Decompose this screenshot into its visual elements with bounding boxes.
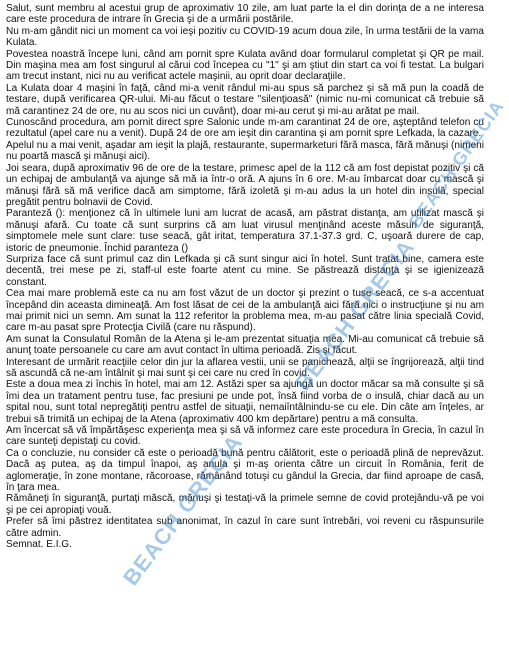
article-body [6,3,484,551]
paragraph: Apelul nu a mai venit, aşadar am ieşit la plajă, restaurante, supermarketuri fără masca, fără mănuşi (nimeni nu poartă mască şi mănuşi aici). [6,139,484,163]
paragraph: La Kulata doar 4 maşini în faţă, când mi-a venit rândul mi-au spus să parchez şi să mă pun la coadă de testare, după verificarea QR-ului. Mi-au făcut o testare "silenţioasă" (nimic nu-mi comunicat că trebuie să mă carantinez 24 de ore, nu au scos nici un cuvânt), doar mi-au cerut şi mi-au arătat pe mail. [6,82,484,117]
paragraph: Ca o concluzie, nu consider că este o perioadă bună pentru călătorit, este o perioadă plină de neprevăzut. Dacă aş putea, aş da timpul înapoi, aş anula şi m-aş orienta către un circuit în România, ferit de aglomeraţie, în zone montane, răcoroase, rămânând totuşi cu gândul la Grecia, dar fiind aproape de casă, în ţara mea. [6,447,484,494]
paragraph: Paranteză (): menţionez că în ultimele luni am lucrat de acasă, am păstrat distanţa, am utilizat mască şi mănuşi afară. Cu toate că sunt surprins că am luat virusul menţinând aceste măsuri de siguranţă, simptomele mele sunt clare: tuse seacă, gât iritat, temperatura 37.1-37.3 grd. C, uşoară durere de cap, istoric de pneumonie. Închid paranteza () [6,208,484,254]
paragraph: Cea mai mare problemă este ca nu am fost văzut de un doctor şi prezint o tuse seacă, ce s-a accentuat începând din aceasta dimineaţă. Am fost lăsat de cei de la ambulanţă aici fără nici o instrucţiune şi nu am mai primit nici un semn. Am sunat la 112 referitor la problema mea, m-au pasat către linia specială Covid, care m-au pasat spre Protecţia Civilă (care nu răspund). [6,288,484,334]
watermark-text: BEACH GRECIA [290,234,420,396]
paragraph: Povestea noastră începe luni, când am pornit spre Kulata având doar formularul completat şi QR pe mail. Din maşina mea am fost singurul al cărui cod începea cu "1" şi am ştiut din start ca voi fi testat. La bulgari am trecut instant, nici nu au verificat actele maşinii, au oprit doar declaraţiile. [6,48,484,83]
watermark-text: BEACH GRECIA [405,96,509,232]
paragraph: Cunoscând procedura, am pornit direct spre Salonic unde m-am carantinat 24 de ore, aşteptând telefon cu rezultatul (apel care nu a venit). După 24 de ore am ieşit din carantina şi am pornit spre Lefkada, la cazare. [6,117,484,140]
paragraph: Interesant de urmărit reacţiile celor din jur la aflarea vestii, unii se panichează, alţii se îngrijorează, alţii tind să ascundă că ne-am întâlnit şi mai sunt şi cei care nu cred în covid. [6,356,484,379]
paragraph: Am încercat să vă împărtăşesc experienţa mea şi să vă informez care este procedura în Grecia, în cazul în care sunteţi depistaţi cu covid. [6,425,484,448]
paragraph: Nu m-am gândit nici un moment ca voi ieşi pozitiv cu COVID-19 acum doua zile, în urma testării de la vama Kulata. [6,25,484,49]
paragraph: Salut, sunt membru al acestui grup de aproximativ 10 zile, am luat parte la el din dorinţa de a ne interesa care este procedura de intrare în Grecia şi de a urmării postările. [6,3,484,26]
paragraph: Am sunat la Consulatul Român de la Atena şi le-am prezentat situaţia mea. Mi-au comunicat că trebuie să anunţ toate persoanele cu care am avut contact în ultima perioadă. Zis şi făcut. [6,333,484,357]
paragraph: Joi seara, după aproximativ 96 de ore de la testare, primesc apel de la 112 că am fost depistat pozitiv şi că un echipaj de ambulanţă va ajunge să mă ia într-o oră. A ajuns în 6 ore. M-au îmbarcat doar cu mască şi mănuşi fără să mă verifice dacă am simptome, fără izoletă şi m-au adus la un hotel din insulă, special pregătit pentru bolnavii de Covid. [6,162,484,208]
paragraph: Rămâneţi în siguranţă, purtaţi măscă, mănuşi şi testaţi-vă la primele semne de covid protejându-vă pe voi şi pe cei apropiaţi vouă. [6,493,484,516]
signature: Semnat. E.I.G. [6,539,72,551]
paragraph: Prefer să îmi păstrez identitatea sub anonimat, în cazul în care sunt întrebări, voi reveni cu răspunsurile către admin. [6,516,484,539]
paragraph: Este a doua mea zi închis în hotel, mai am 12. Astăzi sper sa ajungă un doctor măcar sa mă consulte şi să îmi dea un tratament pentru tuse, fac presiuni pe unde pot, însă fiind vorba de o insulă, chiar dacă au un spital nou, sunt total nepregătiţi pentru astfel de situaţii, nemaiîntâlnindu-se cu ele. Din câte am înţeles, ar trebui să trimită un echipaj de la Atena (aproximativ 400 km depărtare) pentru a mă consulta. [6,379,484,425]
watermark-text: BEACH GRECIA [118,429,248,591]
paragraph: Surpriza face că sunt primul caz din Lefkada şi că sunt singur aici în hotel. Sunt tratat bine, camera este decentă, trei mese pe zi, staff-ul este foarte atent cu mine. Se păstrează distanţa şi se igienizează constant. [6,253,484,288]
